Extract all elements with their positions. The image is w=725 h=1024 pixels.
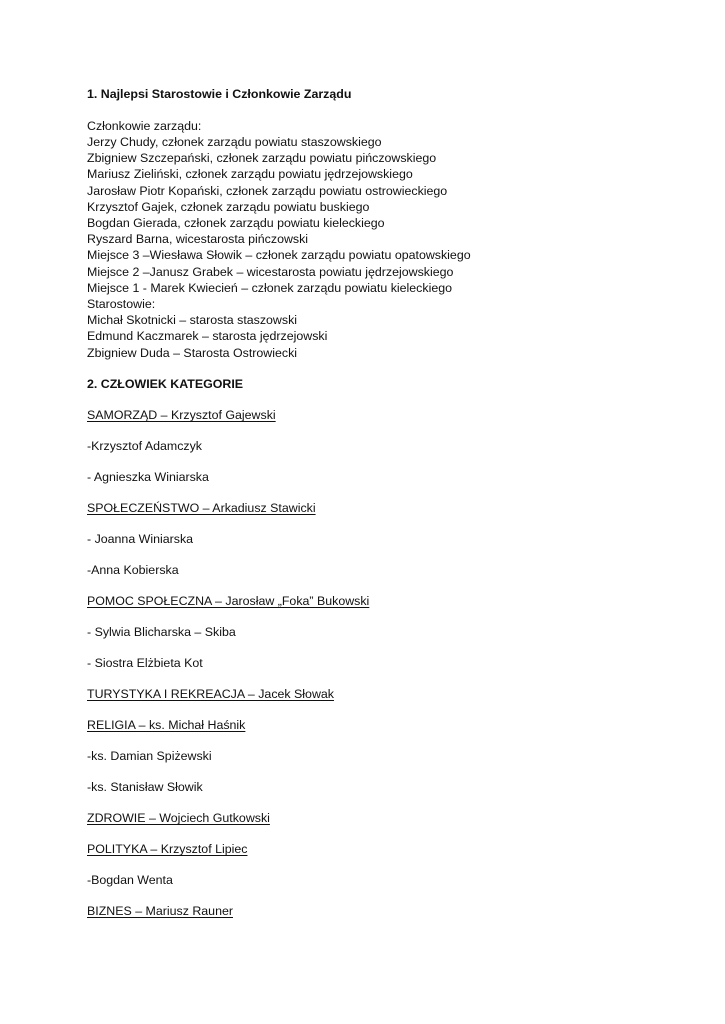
category-heading-biznes: BIZNES – Mariusz Rauner <box>87 904 233 919</box>
board-member-line: Krzysztof Gajek, członek zarządu powiatu buskiego <box>87 199 370 214</box>
board-members-label: Członkowie zarządu: <box>87 118 202 133</box>
board-member-line: Bogdan Gierada, członek zarządu powiatu kieleckiego <box>87 215 385 230</box>
category-list <box>87 376 687 934</box>
category-heading-turystyka: TURYSTYKA I REKREACJA – Jacek Słowak <box>87 687 334 702</box>
board-member-line: Jarosław Piotr Kopański, członek zarządu powiatu ostrowieckiego <box>87 183 448 198</box>
category-heading-samorzad: SAMORZĄD – Krzysztof Gajewski <box>87 408 276 423</box>
category-entry: - Agnieszka Winiarska <box>87 470 209 485</box>
section-2-heading: 2. CZŁOWIEK KATEGORIE <box>87 377 244 392</box>
section-1-body <box>87 118 687 361</box>
category-entry: -Anna Kobierska <box>87 563 179 578</box>
document-page <box>87 86 687 934</box>
category-entry: -ks. Stanisław Słowik <box>87 780 203 795</box>
category-heading-polityka: POLITYKA – Krzysztof Lipiec <box>87 842 248 857</box>
starost-line: Zbigniew Duda – Starosta Ostrowiecki <box>87 345 298 360</box>
section-1-heading: 1. Najlepsi Starostowie i Członkowie Zarządu <box>87 87 352 101</box>
category-entry: -Krzysztof Adamczyk <box>87 439 202 454</box>
board-member-line: Mariusz Zieliński, członek zarządu powiatu jędrzejowskiego <box>87 167 413 182</box>
category-heading-zdrowie: ZDROWIE – Wojciech Gutkowski <box>87 811 270 826</box>
ranking-line: Miejsce 2 –Janusz Grabek – wicestarosta powiatu jędrzejowskiego <box>87 264 454 279</box>
board-member-line: Ryszard Barna, wicestarosta pińczowski <box>87 232 309 247</box>
category-entry: -ks. Damian Spiżewski <box>87 749 212 764</box>
board-member-line: Zbigniew Szczepański, członek zarządu powiatu pińczowskiego <box>87 151 437 166</box>
section-spacer <box>87 361 687 376</box>
category-entry: - Joanna Winiarska <box>87 532 194 547</box>
board-member-line: Jerzy Chudy, członek zarządu powiatu staszowskiego <box>87 134 382 149</box>
category-entry: - Siostra Elżbieta Kot <box>87 656 203 671</box>
category-heading-spoleczenstwo: SPOŁECZEŃSTWO – Arkadiusz Stawicki <box>87 501 316 516</box>
ranking-line: Miejsce 3 –Wiesława Słowik – członek zarządu powiatu opatowskiego <box>87 248 471 263</box>
ranking-line: Miejsce 1 - Marek Kwiecień – członek zarządu powiatu kieleckiego <box>87 280 453 295</box>
starost-line: Edmund Kaczmarek – starosta jędrzejowski <box>87 329 328 344</box>
starosts-label: Starostowie: <box>87 296 156 311</box>
category-entry: - Sylwia Blicharska – Skiba <box>87 625 236 640</box>
category-heading-religia: RELIGIA – ks. Michał Haśnik <box>87 718 246 733</box>
category-heading-pomoc-spoleczna: POMOC SPOŁECZNA – Jarosław „Foka” Bukowski <box>87 594 370 609</box>
category-entry: -Bogdan Wenta <box>87 873 173 888</box>
starost-line: Michał Skotnicki – starosta staszowski <box>87 313 298 328</box>
